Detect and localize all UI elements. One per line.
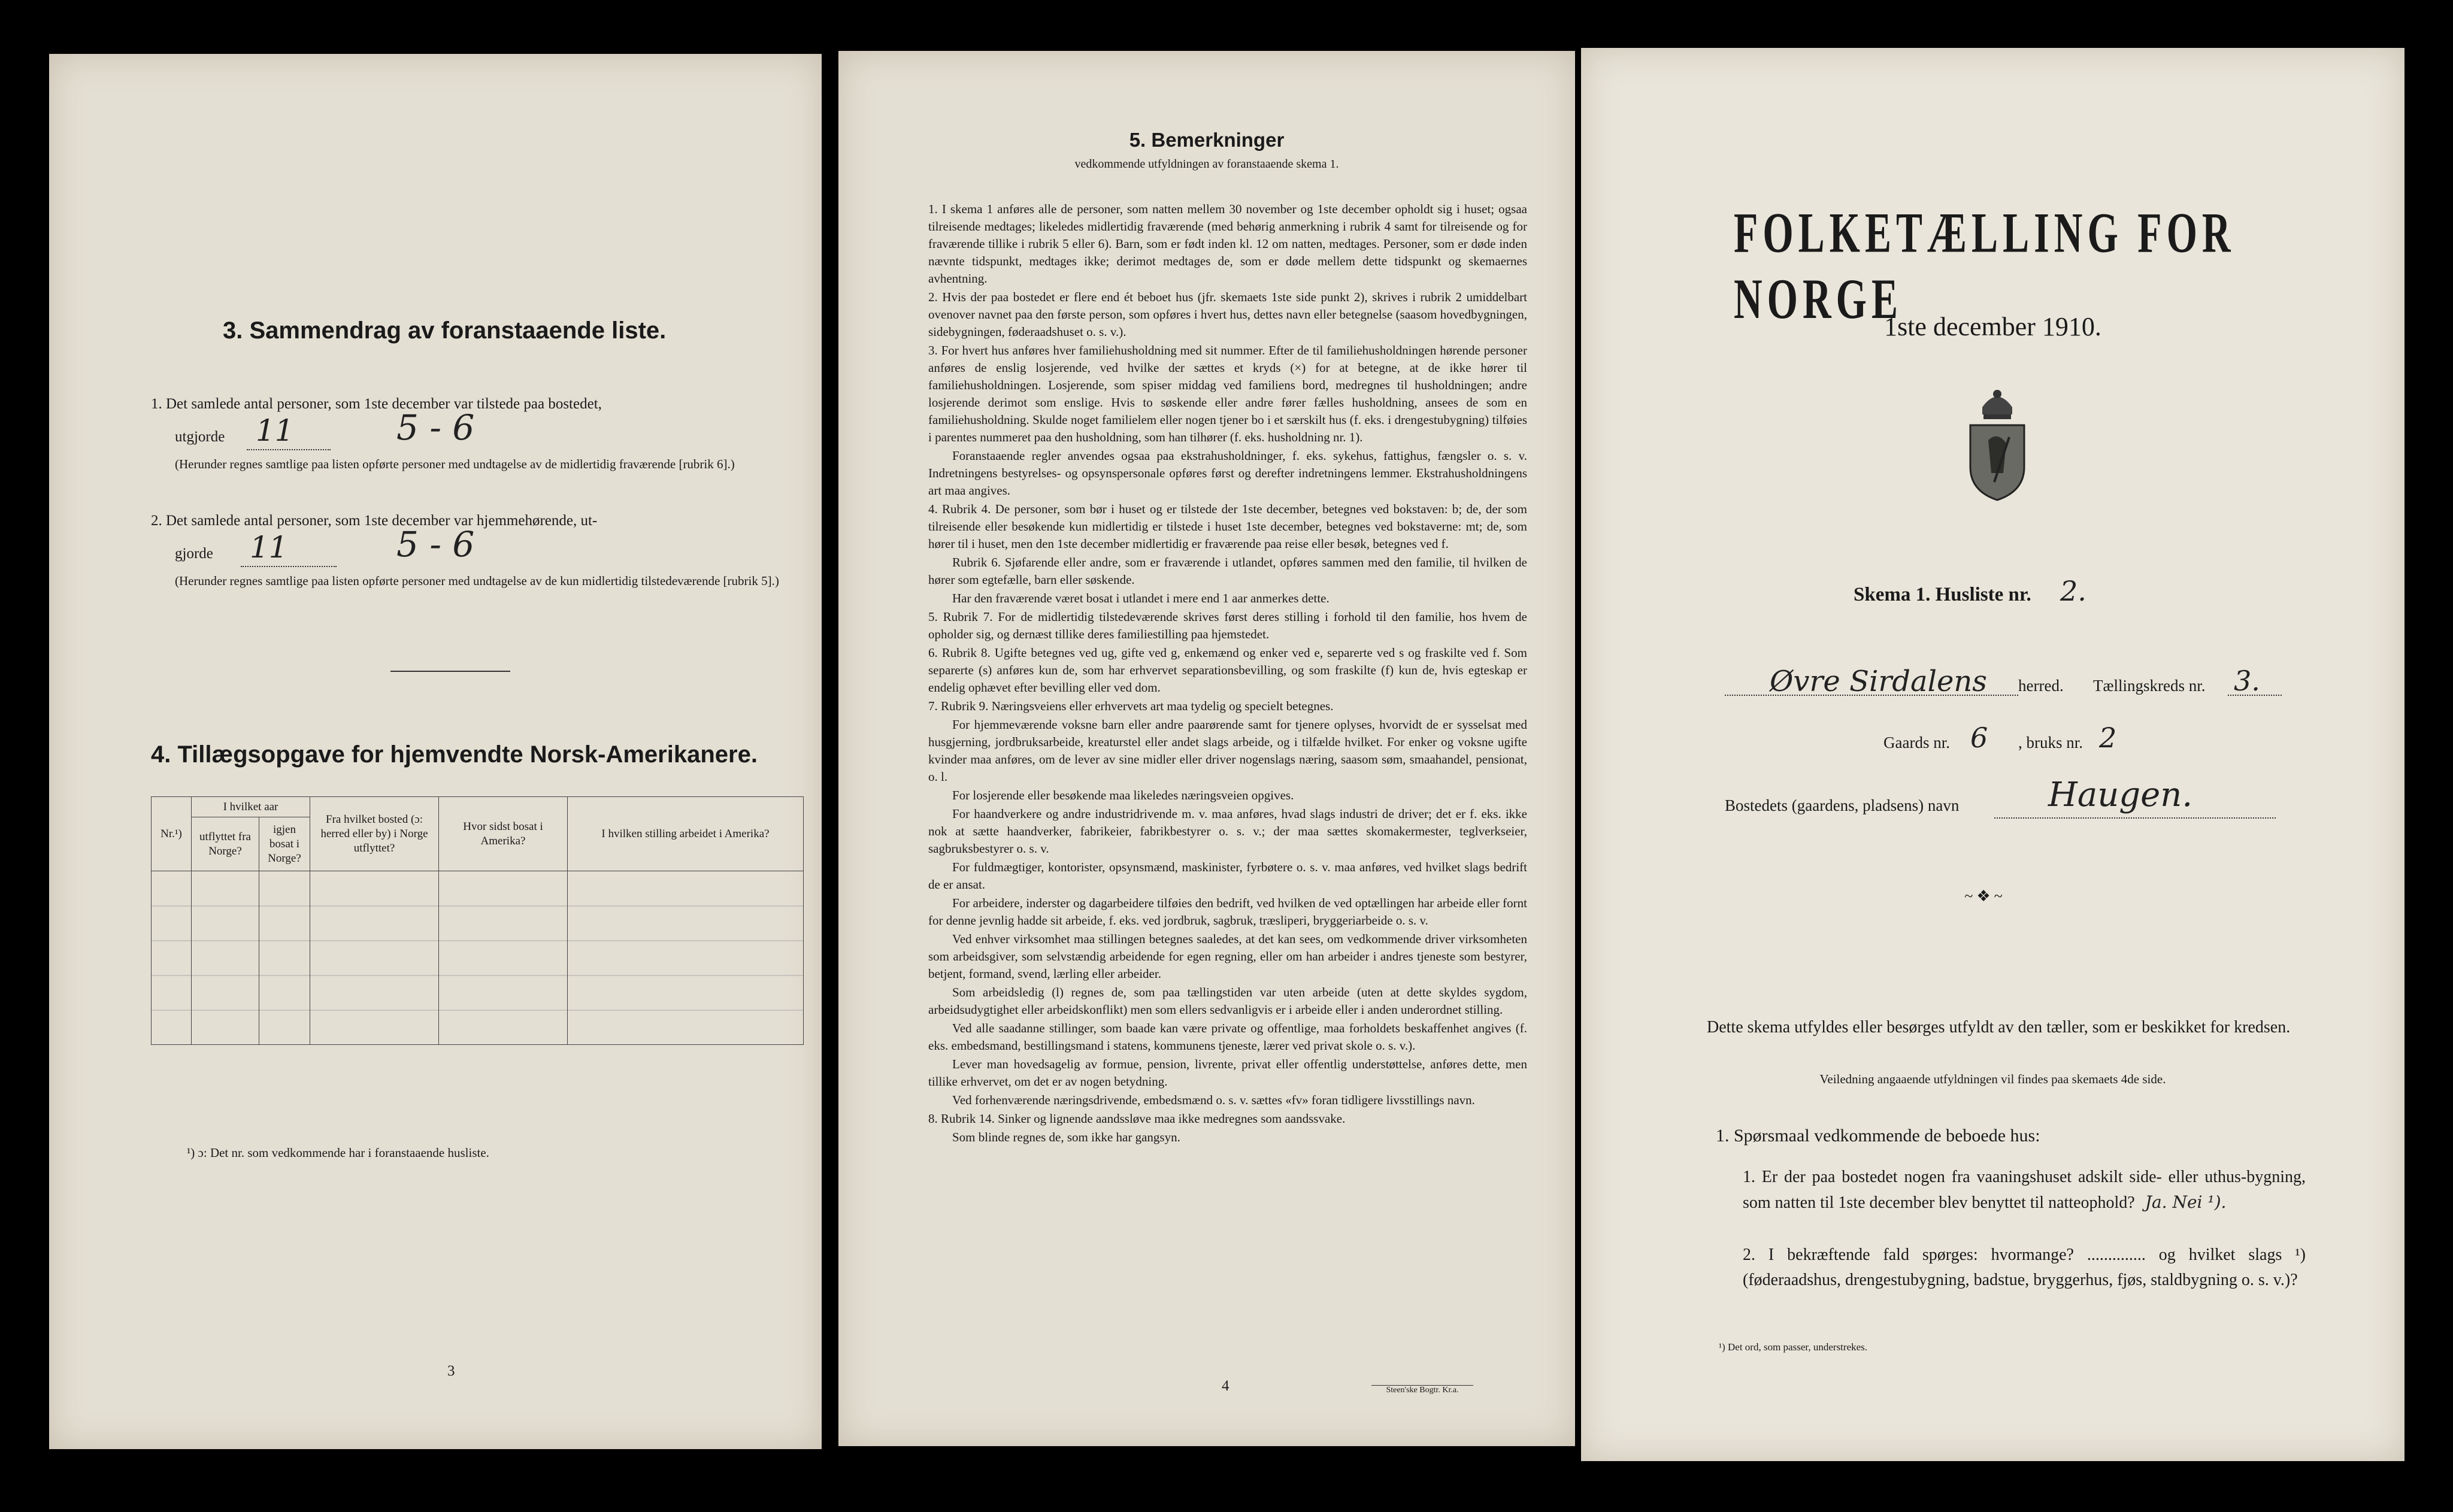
page-number: 4	[1222, 1378, 1229, 1394]
veiledning-text: Veiledning angaaende utfyldningen vil findes paa skemaets 4de side.	[1819, 1072, 2166, 1086]
remark-paragraph: Ved alle saadanne stillinger, som baade kan være private og offentlige, maa forholdets beskaffenhet angives (f. eks. embedsmand, bestillingsmand i statens, kommunens tjeneste, lærer ved privat skole o. s. v.).	[928, 1021, 1527, 1053]
remarks-subtitle: vedkommende utfyldningen av foranstaaende skema 1.	[1074, 157, 1339, 171]
divider	[390, 671, 510, 672]
krets-handwritten: 3.	[2234, 665, 2260, 697]
herred-label: herred.	[2018, 677, 2064, 695]
remark-paragraph: 7. Rubrik 9. Næringsveiens eller erhvervets art maa tydelig og specielt betegnes.	[928, 699, 1334, 713]
col-fra: Fra hvilket bosted (ɔ: herred eller by) i Norge utflyttet?	[310, 797, 439, 871]
item-1-handwritten-split: 5 - 6	[396, 407, 475, 448]
remark-paragraph: Lever man hovedsagelig av formue, pension, livrente, privat eller offentlig understøttelse, anføres dette, men tillike erhvervet, om det er av nogen betydning.	[928, 1057, 1527, 1089]
question-1	[1743, 1165, 2306, 1216]
bruks-label: , bruks nr.	[2018, 734, 2083, 752]
census-date: 1ste december 1910.	[1884, 312, 2101, 341]
item-1-label: utgjorde	[175, 429, 225, 445]
table-cell	[310, 871, 439, 1045]
page-3	[49, 54, 822, 1449]
remark-paragraph: 6. Rubrik 8. Ugifte betegnes ved ug, gifte ved g, enkemænd og enker ved e, separerte ved s og fraskilte ved f. Som separerte (s) anføres kun de, som har erhvervet separationsbevilling, og som fraskilte (f) kun de, hvis egteskap er endelig ophævet efter bevilling eller ved dom.	[928, 646, 1527, 695]
item-1-text: 1. Det samlede antal personer, som 1ste december var tilstede paa bostedet,	[151, 396, 602, 412]
remark-paragraph: For fuldmægtiger, kontorister, opsynsmænd, maskinister, fyrbøtere o. s. v. maa anføres, ved hvilket slags bedrift de er ansat.	[928, 860, 1527, 892]
remark-paragraph: Ved enhver virksomhet maa stillingen betegnes saaledes, at det kan sees, om vedkommende driver virksomheten som arbeidsgiver, som selvstændig arbeidende for egen regning, eller om han arbeider i andres tjeneste som bestyrer, betjent, formand, svend, lærling eller arbeider.	[928, 932, 1527, 981]
remark-paragraph: 8. Rubrik 14. Sinker og lignende aandssløve maa ikke medregnes som aandssvake.	[928, 1111, 1346, 1126]
questions-title: 1. Spørsmaal vedkommende de beboede hus:	[1716, 1126, 2040, 1146]
question-1-text: 1. Er der paa bostedet nogen fra vaaningshuset adskilt side- eller uthus-bygning, som natten til 1ste december blev benyttet til natteophold?	[1743, 1168, 2306, 1212]
item-2-dotted-line	[241, 566, 337, 567]
intro-text: Dette skema utfyldes eller besørges utfyldt av den tæller, som er beskikket for kredsen.	[1707, 1018, 2291, 1037]
bosted-label: Bostedets (gaardens, pladsens) navn	[1725, 796, 1960, 814]
ornament-divider: ~❖~	[1964, 887, 2006, 905]
remark-paragraph: Ved forhenværende næringsdrivende, embedsmænd o. s. v. sættes «fv» foran tidligere livsstillings navn.	[952, 1093, 1475, 1107]
section-3-title: 3. Sammendrag av foranstaaende liste.	[223, 317, 667, 344]
remark-paragraph: For haandverkere og andre industridrivende m. v. maa anføres, hvad slags industri de driver; det er f. eks. ikke nok at sætte haandverker, fabrikeier, fabrikbestyrer o. s. v.; der maa sættes skomakermester, teglverkseier, sagbruksbestyrer o. s. v.	[928, 807, 1527, 856]
remark-paragraph: 3. For hvert hus anføres hver familiehusholdning med sit nummer. Efter de til familiehusholdningen hørende personer anføres de enslig losjerende, ved hvilke der sættes et kryds (×) for at betegne, at de ikke hører til familiehusholdningen. Losjerende, som spiser middag ved familiens bord, medregnes til husholdningen; andre losjerende derimot som enslige. Hvis to søskende eller andre fører fælles husholdning, ansees de som en familiehusholdning. Skulde noget familielem eller nogen tjener bo i et særskilt hus (f. eks. i drengestubygning) tilføies i parentes nummeret paa den husholdning, som han tilhører (f. eks. husholdning nr. 1).	[928, 343, 1527, 444]
question-2: 2. I bekræftende fald spørges: hvormange? .............. og hvilket slags ¹) (føderaadshus, drengestubygning, badstue, bryggerhus, fjøs, staldbygning o. s. v.)?	[1743, 1246, 2306, 1289]
remark-paragraph: For losjerende eller besøkende maa likeledes næringsveien opgives.	[952, 788, 1294, 802]
col-utflyttet: utflyttet fra Norge?	[192, 817, 259, 871]
page-number: 3	[447, 1363, 455, 1379]
item-1-handwritten-total: 11	[256, 413, 294, 448]
col-stilling: I hvilken stilling arbeidet i Amerika?	[568, 797, 804, 871]
table-cell	[259, 871, 310, 1045]
col-group-aar: I hvilket aar	[192, 797, 310, 817]
item-2-label: gjorde	[175, 546, 213, 562]
remark-paragraph: Har den fraværende været bosat i utlandet i mere end 1 aar anmerkes dette.	[952, 591, 1330, 605]
table-cell	[568, 871, 804, 1045]
census-title: FOLKETÆLLING FOR NORGE	[1734, 201, 2236, 331]
remark-paragraph: Foranstaaende regler anvendes ogsaa paa ekstrahusholdninger, f. eks. sykehus, fattighus, fængsler o. s. v. Indretningens bestyrelses- og opsynspersonale opføres først og derefter indretningens lemmer. Ekstrahusholdningens art maa angives.	[928, 449, 1527, 498]
norway-coat-of-arms-icon	[1958, 383, 2036, 503]
remark-paragraph: For hjemmeværende voksne barn eller andre paarørende samt for tjenere oplyses, hvorvidt de er sysselsat med husgjerning, jordbruksarbeide, kreaturstel eller andet slags arbeide, og i tilfælde hvilket. For enker og voksne ugifte kvinder maa anføres, om de lever av sine midler eller driver nogenslags næring, saasom søm, smaahandel, pensionat, o. l.	[928, 717, 1527, 784]
question-1-answer: Ja. Nei ¹).	[2145, 1192, 2227, 1212]
herred-handwritten: Øvre Sirdalens	[1770, 665, 1987, 698]
remark-paragraph: 1. I skema 1 anføres alle de personer, som natten mellem 30 november og 1ste december opholdt sig i huset; ogsaa tilreisende medtages; likeledes midlertidig fraværende (med behørig anmerkning i rubrik 4 samt for tilreisende og for fraværende tillike i rubrik 5 eller 6). Barn, som er født inden kl. 12 om natten, medtages. Personer, som er døde inden nævnte tidspunkt, medtages ikke; derimot medtages de, som er døde mellem dette tidspunkt og skemaernes avhentning.	[928, 202, 1527, 286]
item-1-dotted-line	[247, 449, 331, 450]
remark-paragraph: 4. Rubrik 4. De personer, som bør i huset og er tilstede der 1ste december, betegnes ved bokstaven: b; de, der som tilreisende eller besøkende kun midlertidig er tilstede i huset 1ste december, betegnes ved bokstaverne: mt; de, som hører til i huset, men den 1ste december midlertidig er fraværende paa reise eller besøk, betegnes ved f.	[928, 502, 1527, 551]
remark-paragraph: Som arbeidsledig (l) regnes de, som paa tællingstiden var uten arbeide (uten at dette skyldes sygdom, arbeidsudygtighet eller arbeidskonflikt) men som ellers sedvanligvis er i arbeide eller i anden underordnet stilling.	[928, 985, 1527, 1017]
col-sidst: Hvor sidst bosat i Amerika?	[439, 797, 568, 871]
col-bosat: igjen bosat i Norge?	[259, 817, 310, 871]
cover-footnote: ¹) Det ord, som passer, understrekes.	[1719, 1341, 1868, 1353]
page-4	[838, 51, 1575, 1446]
item-1-note: (Herunder regnes samtlige paa listen opførte personer med undtagelse av de midlertidig fraværende [rubrik 6].)	[175, 457, 735, 471]
remark-paragraph: 5. Rubrik 7. For de midlertidig tilstedeværende skrives først deres stilling i forhold til den familie, hos hvem de opholder sig, og dernæst tillike deres familiestilling paa hjemstedet.	[928, 610, 1527, 641]
item-2-text: 2. Det samlede antal personer, som 1ste december var hjemmehørende, ut-	[151, 513, 598, 529]
remark-paragraph: Som blinde regnes de, som ikke har gangsyn.	[952, 1130, 1180, 1144]
norsk-amerikanere-table	[151, 796, 804, 1045]
bosted-dotted-line	[1994, 817, 2276, 819]
table-cell	[192, 871, 259, 1045]
item-2-note: (Herunder regnes samtlige paa listen opførte personer med undtagelse av de kun midlertidig tilstedeværende [rubrik 5].)	[175, 574, 779, 588]
item-2-handwritten-total: 11	[250, 530, 288, 565]
krets-dotted-line	[2228, 695, 2282, 696]
section-4-title: 4. Tillægsopgave for hjemvendte Norsk-Amerikanere.	[151, 741, 758, 768]
printer-imprint: Steen'ske Bogtr. Kr.a.	[1371, 1385, 1473, 1395]
remarks-body	[928, 201, 1527, 1147]
remark-paragraph: 2. Hvis der paa bostedet er flere end ét beboet hus (jfr. skemaets 1ste side punkt 2), skrives i rubrik 2 umiddelbart ovenover navnet paa den første person, som opføres i hvert hus, dettes navn eller betegnelse (saasom hovedbygningen, sidebygningen, føderaadshuset o. s. v.).	[928, 290, 1527, 339]
table-cell	[152, 871, 192, 1045]
bruks-handwritten: 2	[2099, 722, 2117, 754]
page-1-cover	[1581, 48, 2404, 1461]
remark-paragraph: Rubrik 6. Sjøfarende eller andre, som er fraværende i utlandet, opføres sammen med den familie, til hvilken de hører som egtefælle, barn eller søskende.	[928, 555, 1527, 587]
schema-number-handwritten: 2.	[2060, 575, 2086, 607]
bosted-handwritten: Haugen.	[2048, 775, 2193, 814]
table-cell	[439, 871, 568, 1045]
table-body-row	[152, 871, 804, 1045]
krets-label: Tællingskreds nr.	[2093, 677, 2206, 695]
gaards-label: Gaards nr.	[1883, 734, 1950, 752]
remarks-title: 5. Bemerkninger	[1129, 129, 1285, 151]
schema-label: Skema 1. Husliste nr.	[1854, 584, 2031, 605]
item-2-handwritten-split: 5 - 6	[396, 524, 475, 565]
remark-paragraph: For arbeidere, inderster og dagarbeidere tilføies den bedrift, ved hvilken de ved optællingen har arbeide eller fornt for denne jevnlig hadde sit arbeide, f. eks. ved jordbruk, sagbruk, træsliperi, bryggeriarbeide o. s. v.	[928, 896, 1527, 928]
col-nr: Nr.¹)	[152, 797, 192, 871]
footnote: ¹) ɔ: Det nr. som vedkommende har i foranstaaende husliste.	[187, 1146, 489, 1160]
gaards-handwritten: 6	[1970, 722, 1988, 754]
